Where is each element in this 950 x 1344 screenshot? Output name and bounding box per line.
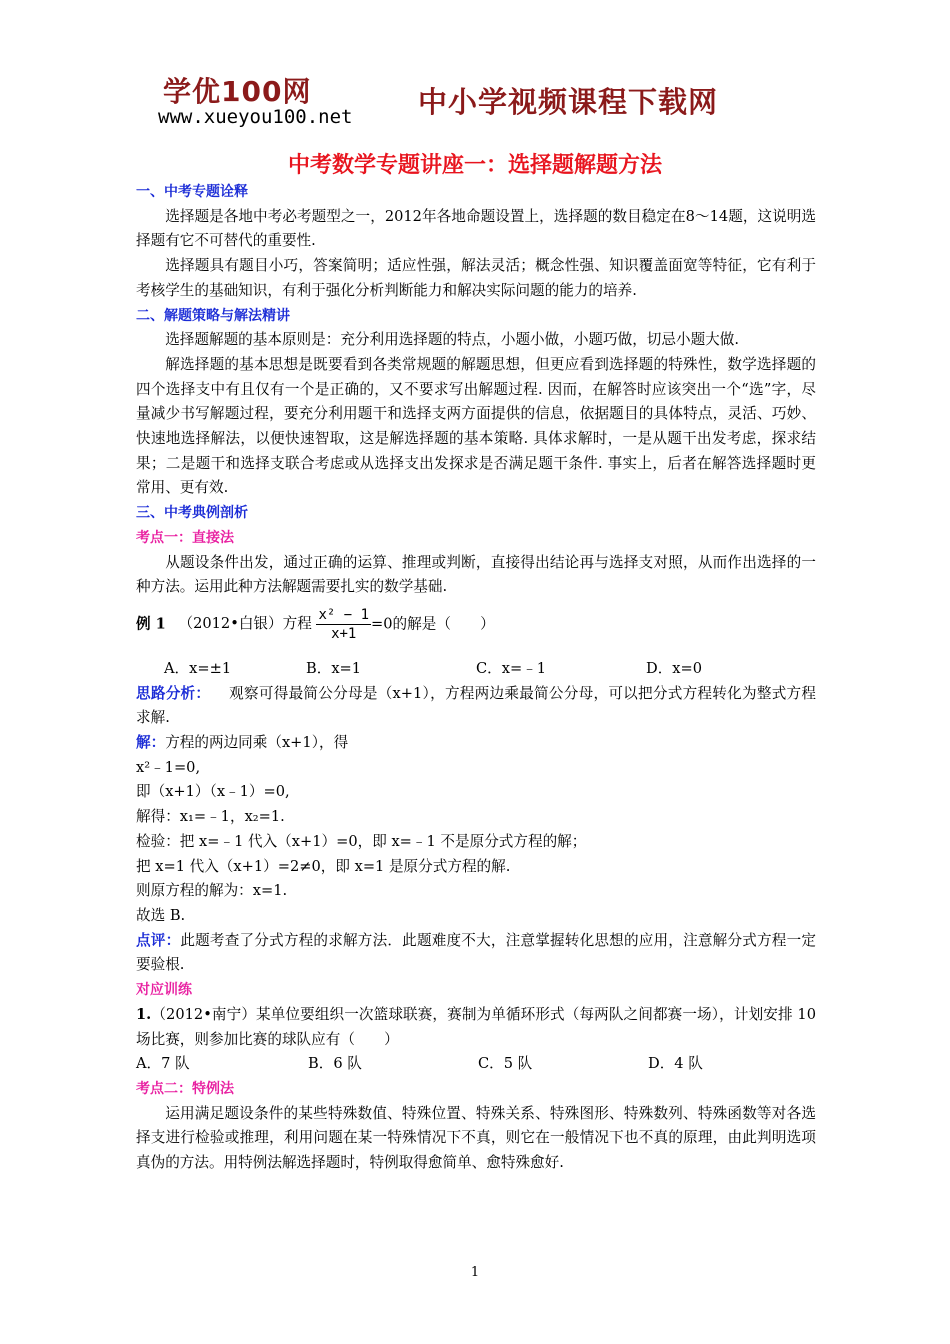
comment-paragraph (136, 929, 816, 978)
analysis-text: 观察可得最简公分母是（x+1），方程两边乘最简公分母，可以把分式方程转化为整式方程求解. (136, 684, 816, 727)
solution-first-line (136, 731, 816, 756)
solution-first-text: 方程的两边同乘（x+1），得 (165, 734, 349, 752)
section-1-heading: 一、中考专题诠释 (136, 184, 248, 200)
option-b: B．x=1 (306, 659, 362, 677)
option-a: A．x=±1 (164, 659, 232, 677)
solution-line-6: 则原方程的解为：x=1. (136, 882, 288, 900)
kaodian-2-heading: 考点二：特例法 (136, 1080, 234, 1097)
solution-line-7: 故选 B. (136, 906, 186, 924)
section-3-heading: 三、中考典例剖析 (136, 505, 248, 522)
analysis-label: 思路分析： (136, 684, 211, 702)
example-1-tail: 的解是（ ） (392, 615, 495, 633)
comment-label: 点评： (136, 931, 181, 949)
training-option-d: D．4 队 (648, 1055, 703, 1073)
example-1-label: 例 1 (136, 615, 166, 633)
example-1-source: （2012•白银）方程 (178, 615, 312, 633)
solution-line-3: 解得：x₁=﹣1，x₂=1. (136, 808, 285, 826)
training-heading: 对应训练 (136, 982, 192, 999)
solution-line-2: 即（x+1）（x﹣1）=0, (136, 783, 290, 801)
fraction-denominator: x+1 (331, 625, 357, 642)
training-option-a: A．7 队 (136, 1055, 190, 1073)
training-option-b: B．6 队 (308, 1055, 362, 1073)
solution-label: 解： (136, 734, 166, 752)
option-c: C．x=﹣1 (476, 659, 547, 677)
solution-line-5: 把 x=1 代入（x+1）=2≠0，即 x=1 是原分式方程的解. (136, 857, 511, 875)
equation-rhs: =0 (371, 615, 393, 633)
training-question (136, 1003, 816, 1052)
solution-line-4: 检验：把 x=﹣1 代入（x+1）=0，即 x=﹣1 不是原分式方程的解； (136, 832, 587, 850)
section-1-paragraph-1: 选择题是各地中考必考题型之一，2012年各地命题设置上，选择题的数目稳定在8～14题，这说明选择题有它不可替代的重要性. (136, 207, 816, 250)
site-logo-url: www.xueyou100.net (158, 106, 353, 128)
section-2-paragraph-2: 解选择题的基本思想是既要看到各类常规题的解题思想，但更应看到选择题的特殊性，数学选择题的四个选择支中有且仅有一个是正确的，又不要求写出解题过程. 因而，在解答时应该突出一个“选”字，尽量减少书写解题过程，要充分利用题干和选择支两方面提供的信息，依据题目的具体特点，灵活、巧妙、快速地选择解法，以便快速智取，这是解选择题的基本策略. 具体求解时，一是从题干出发考虑，探求结果；二是题干和选择支联合考虑或从选择支出发探求是否满足题干条件. 事实上，后者在解答选择题时更常用、更有效. (136, 355, 816, 497)
equation-fraction (316, 606, 371, 643)
training-options (136, 1052, 816, 1077)
option-d: D．x=0 (646, 659, 703, 677)
section-2-paragraph-1: 选择题解题的基本原则是：充分利用选择题的特点，小题小做，小题巧做，切忌小题大做. (165, 331, 739, 349)
document-body (136, 180, 816, 1176)
site-banner: 中小学视频课程下载网 (418, 85, 719, 119)
training-option-c: C．5 队 (478, 1055, 533, 1073)
comment-text: 此题考查了分式方程的求解方法．此题难度不大，注意掌握转化思想的应用，注意解分式方程一定要验根. (136, 931, 816, 974)
example-1-question (136, 606, 816, 643)
section-2-heading: 二、解题策略与解法精讲 (136, 307, 290, 324)
site-logo-text: 学优100网 (163, 75, 312, 108)
kaodian-2-paragraph: 运用满足题设条件的某些特殊数值、特殊位置、特殊关系、特殊图形、特殊数列、特殊函数等对各选择支进行检验或推理，利用问题在某一特殊情况下不真，则它在一般情况下也不真的原理，由此判明选项真伪的方法。用特例法解选择题时，特例取得愈简单、愈特殊愈好. (136, 1104, 816, 1172)
training-question-number: 1. (136, 1005, 152, 1023)
analysis-paragraph (136, 682, 816, 731)
kaodian-1-paragraph: 从题设条件出发，通过正确的运算、推理或判断，直接得出结论再与选择支对照，从而作出选择的一种方法。运用此种方法解题需要扎实的数学基础. (136, 553, 816, 596)
section-1-paragraph-2: 选择题具有题目小巧，答案简明；适应性强，解法灵活；概念性强、知识覆盖面宽等特征，它有利于考核学生的基础知识，有利于强化分析判断能力和解决实际问题的能力的培养. (136, 257, 816, 299)
example-1-options (136, 657, 816, 682)
training-question-text: （2012•南宁）某单位要组织一次篮球联赛，赛制为单循环形式（每两队之间都赛一场），计划安排 10 场比赛，则参加比赛的球队应有（ ） (136, 1005, 816, 1048)
page-number: 1 (470, 1265, 480, 1280)
kaodian-1-heading: 考点一：直接法 (136, 529, 234, 546)
fraction-numerator: x² − 1 (318, 606, 370, 623)
page-title: 中考数学专题讲座一：选择题解题方法 (287, 153, 662, 178)
solution-line-1: x²﹣1=0, (136, 758, 201, 776)
